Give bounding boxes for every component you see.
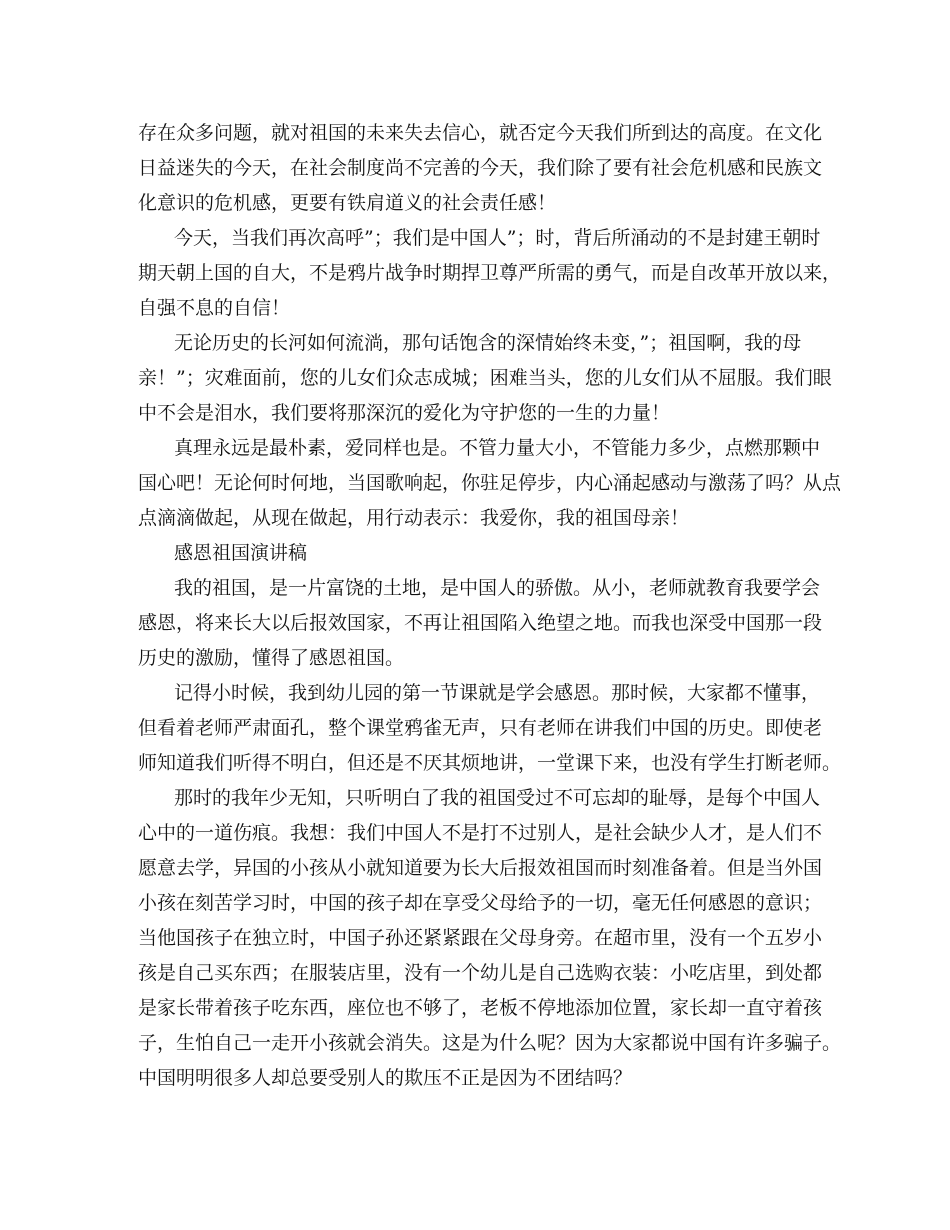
text-line: 愿意去学，异国的小孩从小就知道要为长大后报效祖国而时刻准备着。但是当外国 — [138, 857, 823, 879]
text-line: 亲！”；灾难面前，您的儿女们众志成城；困难当头，您的儿女们从不屈服。我们眼 — [138, 367, 832, 389]
text-line: 感恩祖国演讲稿 — [174, 542, 308, 564]
text-line: 小孩在刻苦学习时，中国的孩子却在享受父母给予的一切，毫无任何感恩的意识； — [138, 892, 823, 914]
text-line: 点滴滴做起，从现在做起，用行动表示：我爱你，我的祖国母亲！ — [138, 507, 690, 529]
text-line: 但看着老师严肃面孔，整个课堂鸦雀无声，只有老师在讲我们中国的历史。即使老 — [138, 717, 823, 739]
text-line: 那时的我年少无知，只听明白了我的祖国受过不可忘却的耻辱，是每个中国人 — [174, 787, 821, 809]
text-line: 真理永远是最朴素，爱同样也是。不管力量大小，不管能力多少，点燃那颗中 — [174, 437, 821, 459]
text-line: 记得小时候，我到幼儿园的第一节课就是学会感恩。那时候，大家都不懂事， — [174, 682, 821, 704]
text-line: 师知道我们听得不明白，但还是不厌其烦地讲，一堂课下来，也没有学生打断老师。 — [138, 752, 842, 774]
text-line: 感恩，将来长大以后报效国家，不再让祖国陷入绝望之地。而我也深受中国那一段 — [138, 612, 823, 634]
text-line: 孩是自己买东西；在服装店里，没有一个幼儿是自己选购衣装：小吃店里，到处都 — [138, 962, 823, 984]
text-line: 中不会是泪水，我们要将那深沉的爱化为守护您的一生的力量！ — [138, 402, 671, 424]
text-line: 自强不息的自信！ — [138, 297, 291, 319]
text-line: 子，生怕自己一走开小孩就会消失。这是为什么呢？因为大家都说中国有许多骗子。 — [138, 1032, 842, 1054]
text-line: 历史的激励，懂得了感恩祖国。 — [138, 647, 405, 669]
text-line: 期天朝上国的自大，不是鸦片战争时期捍卫尊严所需的勇气，而是自改革开放以来， — [138, 262, 842, 284]
text-line: 当他国孩子在独立时，中国子孙还紧紧跟在父母身旁。在超市里，没有一个五岁小 — [138, 927, 823, 949]
text-line: 日益迷失的今天，在社会制度尚不完善的今天，我们除了要有社会危机感和民族文 — [138, 157, 823, 179]
text-line: 我的祖国，是一片富饶的土地，是中国人的骄傲。从小，老师就教育我要学会 — [174, 577, 821, 599]
text-line: 是家长带着孩子吃东西，座位也不够了，老板不停地添加位置，家长却一直守着孩 — [138, 997, 823, 1019]
text-line: 国心吧！无论何时何地，当国歌响起，你驻足停步，内心涌起感动与激荡了吗？从点 — [138, 472, 842, 494]
text-line: 无论历史的长河如何流淌，那句话饱含的深情始终未变，”；祖国啊，我的母 — [174, 332, 802, 354]
text-line: 今天，当我们再次高呼”；我们是中国人”；时，背后所涌动的不是封建王朝时 — [174, 227, 821, 249]
document-body — [138, 116, 842, 1096]
text-line: 心中的一道伤痕。我想：我们中国人不是打不过别人，是社会缺少人才，是人们不 — [138, 822, 823, 844]
text-line: 中国明明很多人却总要受别人的欺压不正是因为不团结吗？ — [138, 1067, 633, 1089]
text-line: 存在众多问题，就对祖国的未来失去信心，就否定今天我们所到达的高度。在文化 — [138, 122, 823, 144]
text-line: 化意识的危机感，更要有铁肩道义的社会责任感！ — [138, 192, 557, 214]
